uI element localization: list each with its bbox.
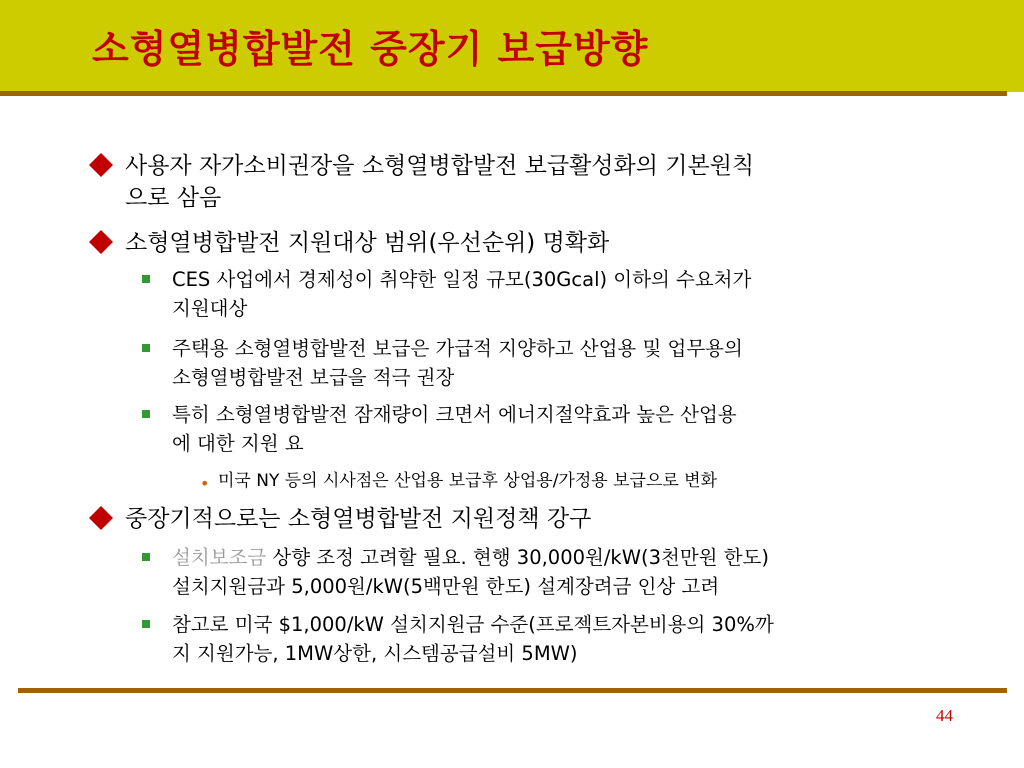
diamond-icon xyxy=(88,152,114,178)
bullet-line: 에 대한 지원 요 xyxy=(172,432,304,455)
bullet-line: 지원대상 xyxy=(172,297,248,320)
sub-bullet-item xyxy=(172,610,962,668)
highlight-term: 설치보조금 xyxy=(172,546,267,569)
bullet-line: 지 지원가능, 1MW상한, 시스템공급설비 5MW) xyxy=(172,642,578,665)
bullet-line: 미국 NY 등의 시사점은 산업용 보급후 상업용/가정용 보급으로 변화 xyxy=(218,471,718,491)
square-icon xyxy=(142,410,150,418)
bullet-line: 중장기적으로는 소형열병합발전 지원정책 강구 xyxy=(125,506,592,532)
square-icon xyxy=(142,344,150,352)
square-icon xyxy=(142,620,150,628)
bullet-item xyxy=(125,227,945,259)
bottom-divider xyxy=(18,688,1007,693)
bullet-line: 특히 소형열병합발전 잠재량이 크면서 에너지절약효과 높은 산업용 xyxy=(172,403,737,426)
diamond-icon xyxy=(88,229,114,255)
page-number: 44 xyxy=(936,706,953,725)
bullet-line: 사용자 자가소비권장을 소형열병합발전 보급활성화의 기본원칙 xyxy=(125,153,755,179)
bullet-line: 설치지원금과 5,000원/kW(5백만원 한도) 설계장려금 인상 고려 xyxy=(172,575,720,598)
bullet-text: 상향 조정 고려할 필요. 현행 30,000원/kW(3천만원 한도) xyxy=(266,546,770,569)
sub-bullet-item xyxy=(172,334,962,392)
sub-sub-bullet-item xyxy=(200,468,938,494)
bullet-line: 소형열병합발전 지원대상 범위(우선순위) 명확화 xyxy=(125,230,610,256)
sub-bullet-item xyxy=(172,543,962,601)
diamond-icon xyxy=(88,505,114,531)
bullet-line: 으로 삼음 xyxy=(125,185,222,211)
bullet-line: 참고로 미국 $1,000/kW 설치지원금 수준(프로젝트자본비용의 30%까 xyxy=(172,613,774,636)
square-icon xyxy=(142,275,150,283)
square-icon xyxy=(142,553,150,561)
bullet-item xyxy=(125,503,945,535)
bullet-line: 소형열병합발전 보급을 적극 권장 xyxy=(172,366,455,389)
dot-icon: • xyxy=(200,474,210,493)
sub-bullet-item xyxy=(172,400,962,458)
slide-title: 소형열병합발전 중장기 보급방향 xyxy=(92,27,649,71)
sub-bullet-item xyxy=(172,265,962,323)
bullet-line: 주택용 소형열병합발전 보급은 가급적 지양하고 산업용 및 업무용의 xyxy=(172,337,743,360)
bullet-line xyxy=(172,543,962,572)
bullet-line: CES 사업에서 경제성이 취약한 일정 규모(30Gcal) 이하의 수요처가 xyxy=(172,268,752,291)
bullet-item xyxy=(125,150,945,214)
